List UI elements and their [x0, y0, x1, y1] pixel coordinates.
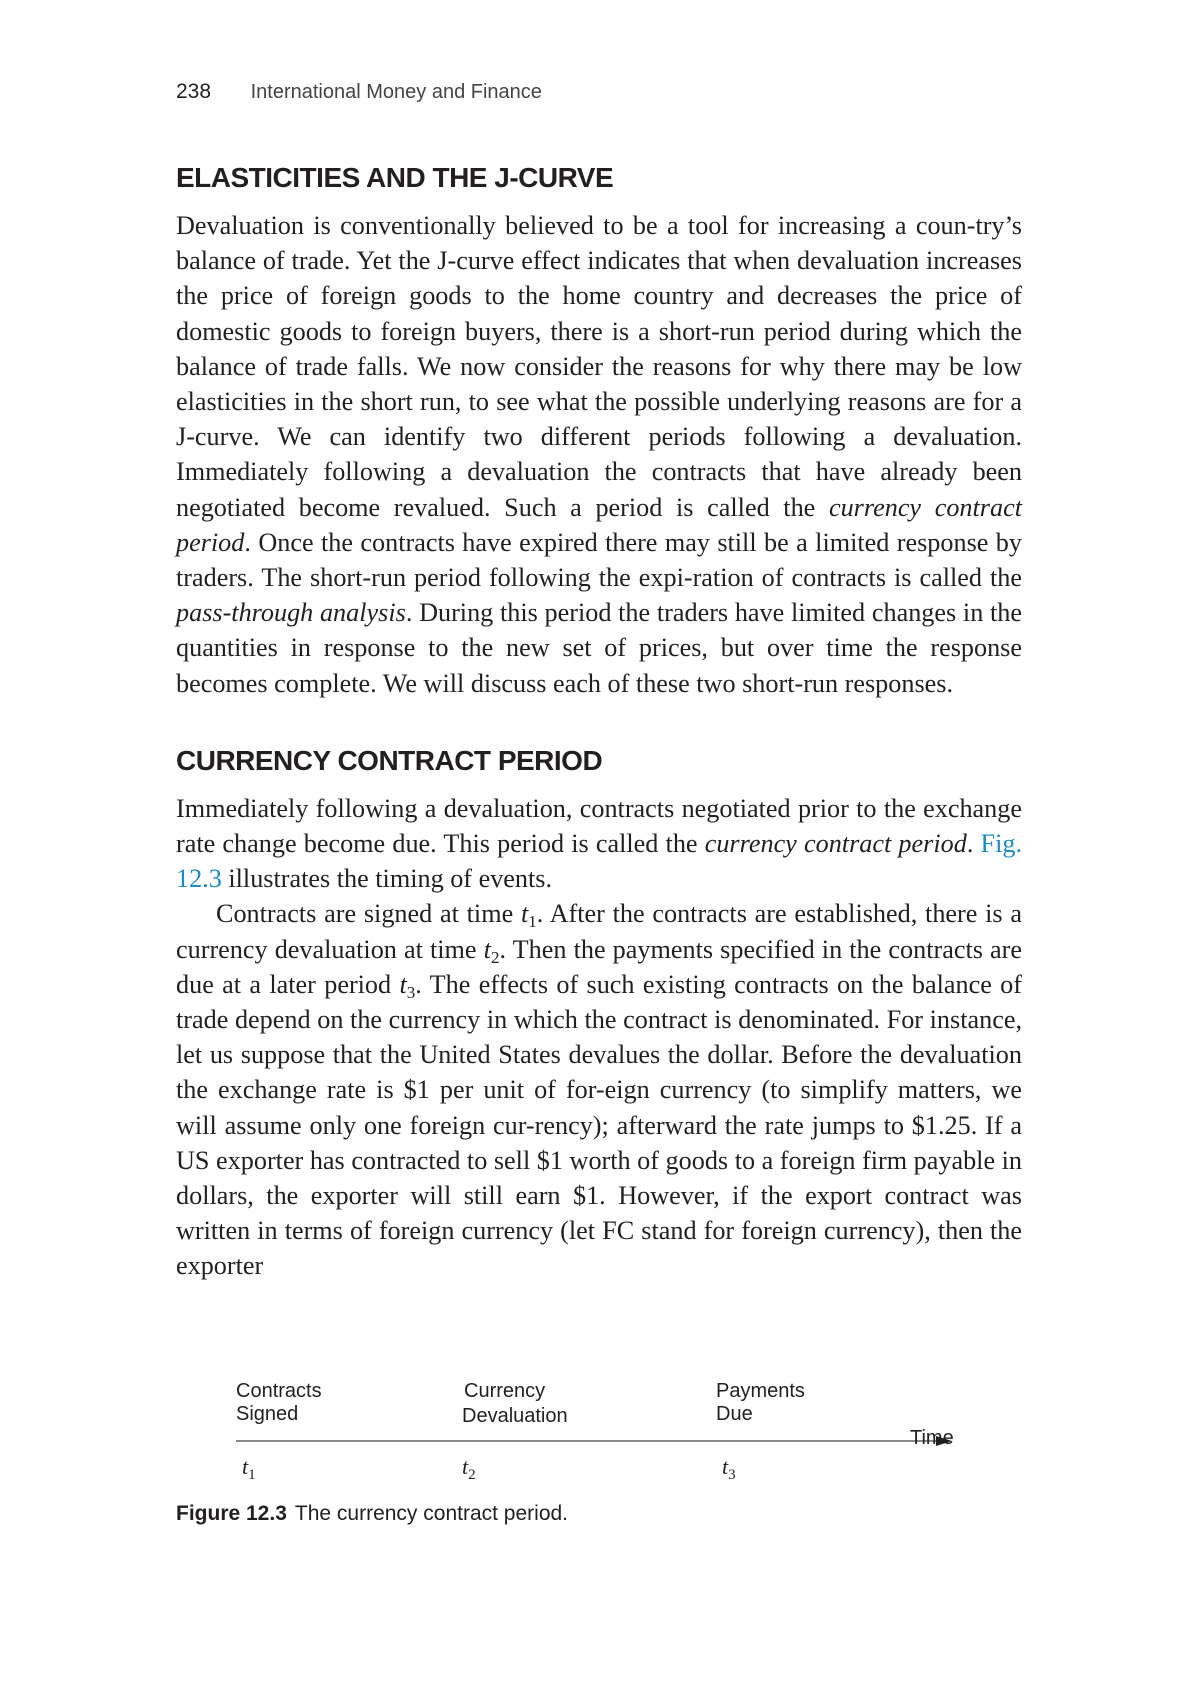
- label-payments-due: [716, 1380, 805, 1426]
- label-line: Currency: [464, 1380, 546, 1402]
- label-line: Payments: [716, 1380, 805, 1402]
- caption-text: The currency contract period.: [294, 1502, 569, 1525]
- running-title: International Money and Finance: [250, 81, 542, 103]
- math-t: t: [399, 969, 407, 999]
- text-run: Devaluation is conventionally believed to be a tool for increasing a coun-try’s balance of trade. Yet the J-curve effect indicates that when devaluation increases the price of foreign goods to the home country and decreases the price of domestic goods to foreign buyers, there is a short-run period during which the balance of trade falls. We now consider the reasons for why there may be low elasticities in the short run, to see what the possible underlying reasons are for a J-curve. We can identify two different periods following a devaluation. Immediately following a devaluation the contracts that have already been negotiated become revalued. Such a period is called the: [176, 211, 1022, 522]
- term-currency-contract-period: currency contract period: [704, 829, 967, 859]
- section-heading-elasticities: ELASTICITIES AND THE J-CURVE: [176, 162, 614, 193]
- label-line: Contracts: [236, 1380, 322, 1402]
- math-t: t: [242, 1454, 249, 1479]
- paragraph-contract-timing: [176, 896, 1022, 1283]
- marker-t2: [462, 1454, 476, 1483]
- text-run: . Then the payments specified in the contracts are due at a later period: [176, 934, 1022, 999]
- text-run: . During this period the traders have limited changes in the quantities in response to the new set of prices, but over time the response becomes complete. We will discuss each of these two short-run responses.: [176, 598, 1022, 698]
- marker-t1: [242, 1454, 256, 1483]
- text-run: . The effects of such existing contracts on the balance of trade depend on the currency in which the contract is denominated. For instance, let us suppose that the United States devalues the dollar. Before the devaluation the exchange rate is $1 per unit of for-eign currency (to simplify matters, we will assume only one foreign cur-rency); afterward the rate jumps to $1.25. If a US exporter has contracted to sell $1 worth of goods to a foreign firm payable in dollars, the exporter will still earn $1. However, if the export contract was written in terms of foreign currency (let FC stand for foreign currency), then the exporter: [176, 969, 1022, 1281]
- math-subscript: 3: [728, 1467, 736, 1483]
- section-heading-currency-contract: CURRENCY CONTRACT PERIOD: [176, 744, 603, 776]
- caption-label: Figure 12.3: [176, 1502, 287, 1525]
- timeline-axis: [236, 1430, 956, 1450]
- text-run: Contracts are signed at time: [216, 899, 521, 929]
- math-subscript: 1: [528, 912, 537, 932]
- math-t: t: [462, 1454, 469, 1479]
- label-currency-devaluation: [462, 1380, 568, 1428]
- text-run: illustrates the timing of events.: [221, 864, 553, 894]
- label-line: Due: [716, 1403, 753, 1425]
- math-subscript: 2: [468, 1467, 476, 1483]
- axis-label-time: Time: [910, 1427, 954, 1449]
- marker-t3: [722, 1454, 736, 1483]
- math-t: t: [520, 899, 529, 929]
- text-run: Immediately following a devaluation, contracts negotiated prior to the exchange rate change become due. This period is called the: [176, 793, 1022, 859]
- math-subscript: 2: [490, 947, 500, 967]
- label-line: Signed: [236, 1403, 299, 1425]
- label-contracts-signed: [236, 1380, 322, 1426]
- figure-reference-link[interactable]: Fig. 12.3: [176, 829, 1023, 894]
- term-pass-through-analysis: pass-through analysis: [176, 598, 406, 628]
- math-subscript: 1: [248, 1467, 256, 1483]
- math-t: t: [722, 1454, 729, 1479]
- math-t: t: [483, 934, 491, 964]
- page-content: [176, 160, 1022, 1284]
- page-number: 238: [176, 80, 212, 103]
- page-header: [176, 80, 542, 104]
- text-run: . After the contracts are established, there is a currency devaluation at time: [176, 899, 1022, 964]
- text-run: .: [966, 829, 981, 859]
- label-line: Devaluation: [462, 1405, 568, 1427]
- math-subscript: 3: [406, 982, 416, 1002]
- term-currency-contract-period: currency contract period: [176, 492, 1022, 557]
- paragraph-elasticities: [176, 208, 1022, 701]
- paragraph-currency-contract-intro: [176, 791, 1022, 897]
- figure-caption: [176, 1502, 568, 1526]
- text-run: . Once the contracts have expired there may still be a limited response by traders. The short-run period following the expi-ration of contracts is called the: [176, 527, 1022, 593]
